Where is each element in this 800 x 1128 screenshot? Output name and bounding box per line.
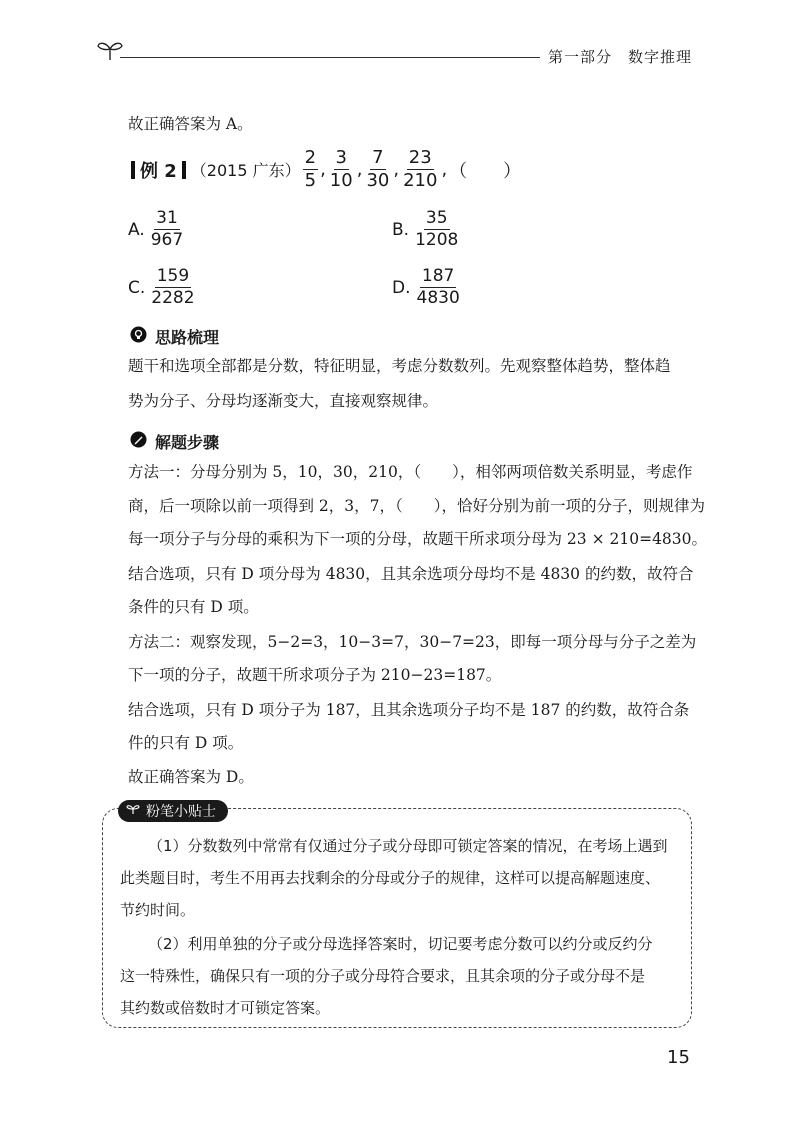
sprout-icon <box>96 38 124 66</box>
intro-conclusion: 故正确答案为 A。 <box>128 115 253 133</box>
option-d: D. $\frac{187}{4830}$ <box>392 266 460 308</box>
header-title: 第一部分 数字推理 <box>548 48 693 66</box>
solution-line: 方法一：分母分别为 5，10，30，210，（ ），相邻两项倍数关系明显，考虑作 <box>128 463 693 481</box>
header-rule <box>120 57 540 58</box>
example-source: （2015 广东） <box>190 161 301 180</box>
solution-line: 件的只有 D 项。 <box>128 734 244 752</box>
solution-line: 结合选项，只有 D 项分子为 187，且其余选项分子均不是 187 的约数，故符合条 <box>128 701 690 719</box>
sequence-fraction: $\frac{3}{10}$ <box>329 147 353 191</box>
tip-line: 其约数或倍数时才可锁定答案。 <box>120 999 331 1017</box>
analysis-line: 题干和选项全部都是分数，特征明显，考虑分数数列。先观察整体趋势，整体趋 <box>128 357 671 375</box>
option-c: C. $\frac{159}{2282}$ <box>128 266 195 308</box>
solution-line: 商，后一项除以前一项得到 2，3，7，（ ），恰好分别为前一项的分子，则规律为 <box>128 497 706 515</box>
example-bar-right <box>182 161 186 179</box>
lightbulb-icon <box>130 326 147 347</box>
solution-line: 每一项分子与分母的乘积为下一项的分母，故题干所求项分母为 23 × 210=4830。 <box>128 530 708 548</box>
solution-line: 方法二：观察发现，5−2=3，10−3=7，30−7=23，即每一项分母与分子之差为 <box>128 633 697 651</box>
tip-line: （2）利用单独的分子或分母选择答案时，切记要考虑分数可以约分或反约分 <box>148 935 653 953</box>
solution-conclusion: 故正确答案为 D。 <box>128 768 254 786</box>
example-question: 例 2 （2015 广东） $\frac{2}{5}$ , $\frac{3}{10}$ , $\frac{7}{30}$ , $\frac{23}{210}$ , （ ） <box>128 149 521 190</box>
pencil-icon <box>130 431 147 452</box>
sequence-fraction: $\frac{7}{30}$ <box>366 147 390 191</box>
tip-title: 粉笔小贴士 <box>146 804 216 820</box>
option-b: B. $\frac{35}{1208}$ <box>392 208 459 250</box>
option-a: A. $\frac{31}{967}$ <box>128 208 184 250</box>
answer-blank: （ ） <box>449 160 522 182</box>
tip-line: 这一特殊性，确保只有一项的分子或分母符合要求，且其余项的分子或分母不是 <box>120 967 646 985</box>
analysis-heading: 思路梳理 <box>130 325 219 348</box>
tip-title-pill <box>118 800 228 822</box>
solution-line: 条件的只有 D 项。 <box>128 598 259 616</box>
tip-line: 节约时间。 <box>120 901 196 919</box>
sequence-fraction: $\frac{2}{5}$ <box>304 147 317 191</box>
example-bar-left <box>131 161 135 179</box>
solution-heading: 解题步骤 <box>130 430 219 453</box>
tip-line: 此类题目时，考生不用再去找剩余的分母或分子的规律，这样可以提高解题速度、 <box>120 869 661 887</box>
analysis-line: 势为分子、分母均逐渐变大，直接观察规律。 <box>128 392 439 410</box>
sequence-fraction: $\frac{23}{210}$ <box>403 147 438 191</box>
solution-line: 下一项的分子，故题干所求项分子为 210−23=187。 <box>128 666 502 684</box>
page-number: 15 <box>667 1047 690 1068</box>
example-label: 例 2 <box>140 160 177 182</box>
sprout-icon <box>126 803 140 819</box>
tip-line: （1）分数数列中常常有仅通过分子或分母即可锁定答案的情况，在考场上遇到 <box>148 837 668 855</box>
solution-line: 结合选项，只有 D 项分母为 4830，且其余选项分母均不是 4830 的约数，故符合 <box>128 565 694 583</box>
